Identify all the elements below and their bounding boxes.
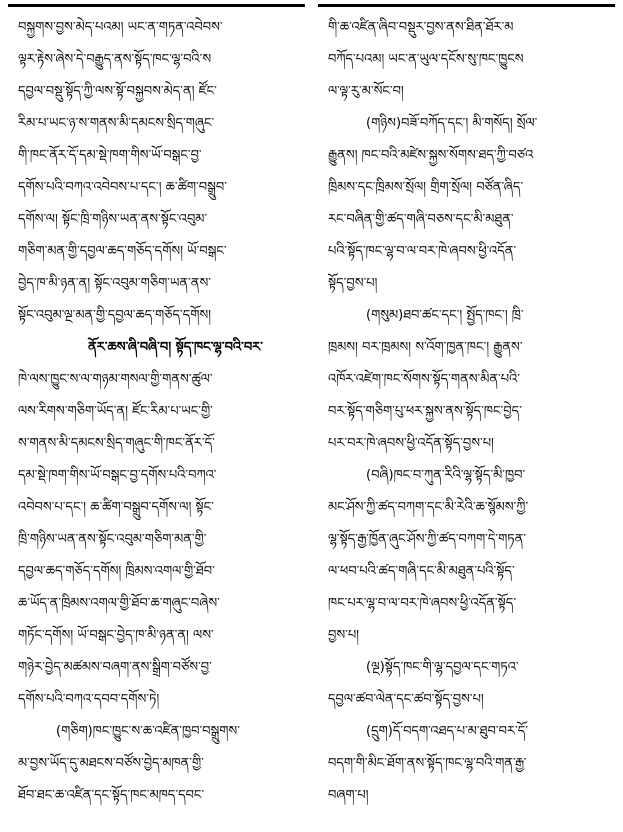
right-text-column [328,12,613,812]
text-line: མང་ཤོས་ཀྱི་ཚད་བཀག་དང་མི་རེའི་ཆ་སྙོམས་ཀྱི་ [328,500,529,515]
text-line: གི་ཆ་འཛིན་ཞིབ་བསྡུར་བྱས་ནས་ཐིན་ཐོར་མ [328,20,514,35]
list-item-sixth: (དྲུག)དོ་བདག་འཐད་པ་མ་ཐུབ་བར་དོ་ [366,724,528,739]
text-line: སྟོད་བྱས་པ། [328,276,378,291]
text-line: དགོས་པའི་བཀའ་དབབ་དགོས་ཏེ། [18,692,160,707]
text-line: ལས་རིགས་གཅིག་ཡོད་ན། ཛོང་རིམ་པ་ཡང་གྱི་ [18,404,213,419]
text-line: དབྱལ་ཚབ་ལེན་དང་ཚབ་སྟོད་བྱས་པ། [328,692,484,707]
list-item-third: (གསུམ)ཐབ་ཚང་དང་། སྤྱོད་ཁང་། ཁྲི་ [366,308,524,323]
text-line: སྟོང་འབུམ་ལྔ་མན་གྱི་དབྱལ་ཆད་གཅོད་དགོས། [18,308,212,323]
text-line: ཁྲིམས་དང་ཁྲིམས་སྲོལ། གྲིག་སྲོལ། བཙོན་ཞིད་ [328,180,524,195]
text-line: ཁྲམས། བར་ཁྲམས། ས་འོག་ཁྱན་ཁང་། རྒྱུནས་ [328,340,523,355]
list-item-fifth: (ལྔ)སྟོད་ཁང་གི་ལྷ་དབྱལ་དང་གཏའ་ [366,660,519,675]
text-line: བསྐྱགས་བྱས་མེད་པའམ། ཡང་ན་གཏན་འབེབས་ [18,20,223,35]
text-line: ས་གནས་མི་དམངས་སྲིད་གཞུང་གི་ཁང་ནོར་དོ་ [18,436,215,451]
text-line: གི་ཁང་ནོར་དོ་དམ་སྡེ་ཁག་གིས་ཡོ་བསྒང་བྱ་ [18,148,202,163]
text-line: ཆ་ཡོད་ན་ཁྲིམས་འགལ་གྱི་ཐོབ་ཆ་གཞུང་བཞེས་ [18,596,220,611]
text-line: འབེབས་པ་དང་། ཆ་ཚིག་བསྒྲུབ་དགོས་ལ། སྟོང་ [18,500,214,515]
text-line: པའི་སྟོད་ཁང་ལྷ་བ་ལ་བར་ཁེ་ཞབས་ཕྱི་འདོན་ [328,244,517,259]
text-line: ཐོབ་ཐང་ཆ་འཛིན་དང་སྟོད་ཁང་མཁད་དབང་ [18,788,205,803]
text-line: ལྷ་སྟོད་རྒྱ་ཁྱོན་ཞུང་ཤོས་ཀྱི་ཚད་བཀག་དེ་གཏན་ [328,532,527,547]
left-text-column [18,12,303,812]
text-line: ཁེ་ལས་ཁྱུང་ས་ལ་གཉམ་གསལ་གྱི་གནས་ཚུལ་ [18,372,213,387]
text-line: དམ་སྡེ་ཁག་གིས་ཡོ་བསྒང་བྱ་དགོས་པའི་བཀའ་ [18,468,217,483]
top-rule-left [8,4,305,7]
text-line: གཅིག་མན་གྱི་དབྱལ་ཆད་གཅོད་དགོས། ཡོ་བསྒང་ [18,244,227,259]
text-line: འཁོར་འཛེག་ཁང་སོགས་སྟོད་གནས་མིན་པའི་ [328,372,520,387]
text-line: གཉེར་བྱེད་མཚམས་བཞག་ནས་སྒྲིག་བཙོས་བྱ་ [18,660,212,675]
text-line: རང་བཞིན་གྱི་ཚད་གཞི་བཅས་དང་མི་མཐུན་ [328,212,514,227]
text-line: རྒྱུནས། ཁང་བའི་མཛེས་སྐྱས་སོགས་ཐད་ཀྱི་བཙའ [328,148,534,163]
text-line: པར་བར་ཁེ་ཞབས་ཕྱི་འདོན་སྟོད་བྱས་པ། [328,436,494,451]
text-line: དབྱལ་ཆད་གཅོད་དགོས། ཁྲིམས་འགལ་གྱི་ཐོབ་ [18,564,215,579]
text-line: དགོས་པའི་བཀའ་འབེབས་པ་དང་། ཆ་ཚིག་བསྒྲུབ་ [18,180,227,195]
text-line: གཏོང་དགོས། ཡོ་བསྒང་བྱེད་ཁ་མི་ཉན་ན། ལས་ [18,628,214,643]
text-line: དབྱལ་བསྡུ་སྟོད་ཀྱི་ལས་སྟོ་བསྐྱབས་མེད་ན། ཛོང་ [18,84,217,99]
text-line: མ་བྱས་ཡོད་དུ་མཐངས་བཙོས་བྱེད་མཁན་གྱི་ [18,756,204,771]
text-line: ལ་ལྟ་རུ་མ་སོང་བ། [328,84,404,99]
text-line: བཞག་པ། [328,788,369,803]
list-item-fourth: (བཞི)ཁང་བ་ཀུན་རིའི་ལྷ་སྟོད་མི་ཁྱབ་ [366,468,526,483]
text-line: དགོས་ལ། སྟོང་ཁྲི་གཉིས་ཡན་ནས་སྟོང་འབུམ་ [18,212,208,227]
text-line: ཁྲི་གཉིས་ཡན་ནས་སྟོང་འབུམ་གཅིག་མན་གྱི་ [18,532,207,547]
text-line: ལྟར་རྟེས་ཞེས་དེ་བརྒྱུད་ནས་སྟོད་ཁང་ལྷ་བའི་ས [18,52,212,67]
text-line: བར་སྟོད་གཅིག་པུ་ཕར་སྐྱས་ནས་སྟོད་ཁང་བྱེད་ [328,404,522,419]
text-line: ཁང་པར་ལྷ་བ་ལ་བར་ཁེ་ཞབས་ཕྱི་འདོན་སྟོད་ [328,596,517,611]
text-line: བདག་གི་མིང་ཐོག་ནས་སྟོད་ཁང་ལྷ་བའི་གན་རྒྱ་ [328,756,527,771]
article-heading: ནོར་ཆས་ཞི་བཞི་བ། སྟོད་ཁང་ལྷ་བའི་བར་ [88,340,263,355]
list-item-first: (གཅིག)ཁང་ཁྱུང་ས་ཆ་འཛིན་ཁྱབ་བསྒྲུགས་ [56,724,240,739]
top-rule-right [318,4,615,7]
text-line: བཀོད་པའམ། ཡང་ན་ཡུལ་དངོས་སུ་ཁང་ཁྱུངས [328,52,524,67]
text-line: བྱེད་ཁ་མི་ཉན་ན། སྟོང་འབུམ་གཅིག་ཡན་ནས་ [18,276,211,291]
list-item-second: (གཉིས)བཟོ་བཀོད་དང་། མི་གསོད། སྲོལ་ [366,116,538,131]
text-line: ལ་ཕབ་པའི་ཚད་གཞི་དང་མི་མཐུན་པའི་སྟོད་ [328,564,515,579]
text-line: རིམ་པ་ཡང་ཉ་ས་གནས་མི་དམངས་སྲིད་གཞུང་ [18,116,215,131]
text-line: བྱས་པ། [328,628,360,643]
